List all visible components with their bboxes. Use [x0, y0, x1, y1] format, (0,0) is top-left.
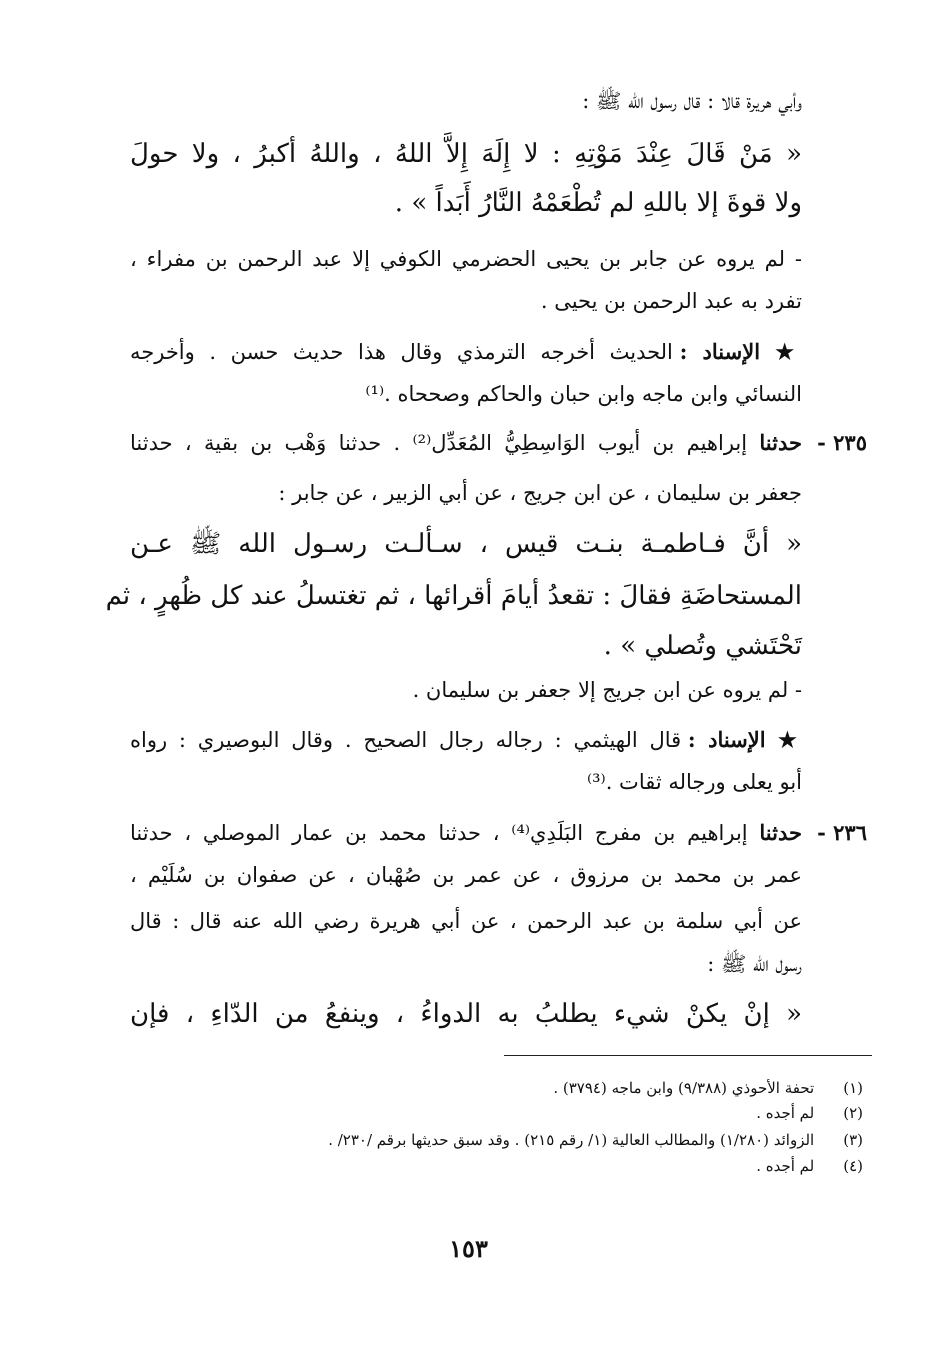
footnote-text: الزوائد (١/٢٨٠) والمطالب العالية (١/ رقم ٢١٥) . وقد سبق حديثها برقم /٢٣٠/ . — [328, 1131, 815, 1149]
text-line-content: تفرد به عبد الرحمن بن يحيى . — [540, 289, 802, 313]
hadith-number: ٢٣٦ - — [817, 820, 867, 845]
footnote-number: (٣) — [843, 1131, 863, 1149]
footnote — [756, 1101, 863, 1125]
footnote-text: لم أجده . — [756, 1104, 815, 1122]
page-number: ١٥٣ — [449, 1234, 488, 1263]
text-line-content: « أنَّ فـاطمـة بنـت قيس ، سـألـت رسـول الله ﷺ عـن — [130, 529, 802, 559]
text-line-content: ولا قوةَ إلا باللهِ لم تُطْعَمْهُ النَّارُ أَبَداً » . — [394, 188, 802, 218]
footnote-separator — [504, 1055, 872, 1056]
text-line — [587, 767, 802, 797]
text-line — [541, 286, 802, 316]
text-line-content: المستحاضَةِ فقالَ : تقعدُ أيامَ أقرائها ، ثم تغتسلُ عند كل ظُهرٍ ، ثم — [105, 581, 802, 611]
text-line-content: - لم يروه عن جابر بن يحيى الحضرمي الكوفي إلا عبد الرحمن بن مفراء ، — [130, 247, 802, 271]
haddathana-label: حدثنا — [759, 430, 802, 455]
footnote-text: تحفة الأحوذي (٩/٣٨٨) وابن ماجه (٣٧٩٤) . — [553, 1079, 815, 1097]
text-line-content: الحديث أخرجه الترمذي وقال هذا حديث حسن . وأخرجه — [130, 340, 680, 364]
text-line-content: إبراهيم بن مفرج البَلَدِي⁽⁴⁾ ، حدثنا محمد بن عمار الموصلي ، حدثنا — [130, 821, 760, 845]
hadith-text-line — [130, 524, 802, 564]
hadith-text-line — [130, 134, 802, 174]
text-line-content: تَحْتَشي وتُصلي » . — [603, 631, 802, 661]
text-line — [582, 86, 802, 116]
footnote-number: (٢) — [843, 1104, 863, 1122]
isnad-label: ★ الإسناد : — [687, 727, 802, 752]
text-line — [130, 428, 802, 458]
hadith-text-line — [604, 626, 802, 666]
footnote-number: (١) — [843, 1079, 863, 1097]
text-line-content: إبراهيم بن أيوب الوَاسِطِيُّ المُعَدِّل⁽²⁾ . حدثنا وَهْب بن بقية ، حدثنا — [130, 431, 760, 455]
text-line-content: جعفر بن سليمان ، عن ابن جريج ، عن أبي الزبير ، عن جابر : — [278, 481, 802, 505]
text-line — [707, 949, 802, 979]
footnote — [553, 1076, 863, 1100]
footnote-text: لم أجده . — [756, 1157, 815, 1175]
haddathana-label: حدثنا — [759, 820, 802, 845]
isnad-line — [130, 337, 802, 367]
text-line-content: « إنْ يكنْ شيء يطلبُ به الدواءُ ، وينفعُ من الدّاءِ ، فإن — [130, 999, 802, 1029]
isnad-label: ★ الإسناد : — [679, 339, 802, 364]
text-line-content: النسائي وابن ماجه وابن حبان والحاكم وصححاه .⁽¹⁾ — [365, 382, 802, 406]
text-line-content: عمر بن محمد بن مرزوق ، عن عمر بن صُهْبان ، عن صفوان بن سُلَيْم ، — [130, 863, 802, 887]
footnote — [756, 1154, 863, 1178]
text-line — [130, 860, 802, 890]
text-line-content: أبو يعلى ورجاله ثقات .⁽³⁾ — [586, 770, 802, 794]
hadith-text-line — [130, 994, 802, 1034]
text-line-content: « مَنْ قَالَ عِنْدَ مَوْتِهِ : لا إِلَهَ إِلاَّ اللهُ ، واللهُ أكبرُ ، ولا حولَ — [130, 139, 802, 169]
footnote-number: (٤) — [843, 1157, 863, 1175]
text-line-content: - لم يروه عن ابن جريج إلا جعفر بن سليمان . — [412, 678, 802, 702]
text-line — [278, 478, 802, 508]
text-line — [130, 244, 802, 274]
text-line-content: قال الهيثمي : رجاله رجال الصحيح . وقال البوصيري : رواه — [130, 728, 688, 752]
text-line-content: وأبي هريرة قالا : قال رسول الله ﷺ : — [582, 89, 802, 113]
isnad-line — [130, 725, 802, 755]
text-line — [130, 818, 802, 848]
hadith-text-line — [395, 183, 802, 223]
footnote — [328, 1128, 863, 1152]
text-line — [413, 675, 802, 705]
hadith-text-line — [105, 576, 802, 616]
text-line-content: رسول الله ﷺ : — [707, 952, 802, 976]
text-line-content: عن أبي سلمة بن عبد الرحمن ، عن أبي هريرة رضي الله عنه قال : قال — [130, 909, 802, 933]
text-line — [365, 379, 802, 409]
text-line — [130, 906, 802, 936]
hadith-number: ٢٣٥ - — [817, 430, 867, 455]
